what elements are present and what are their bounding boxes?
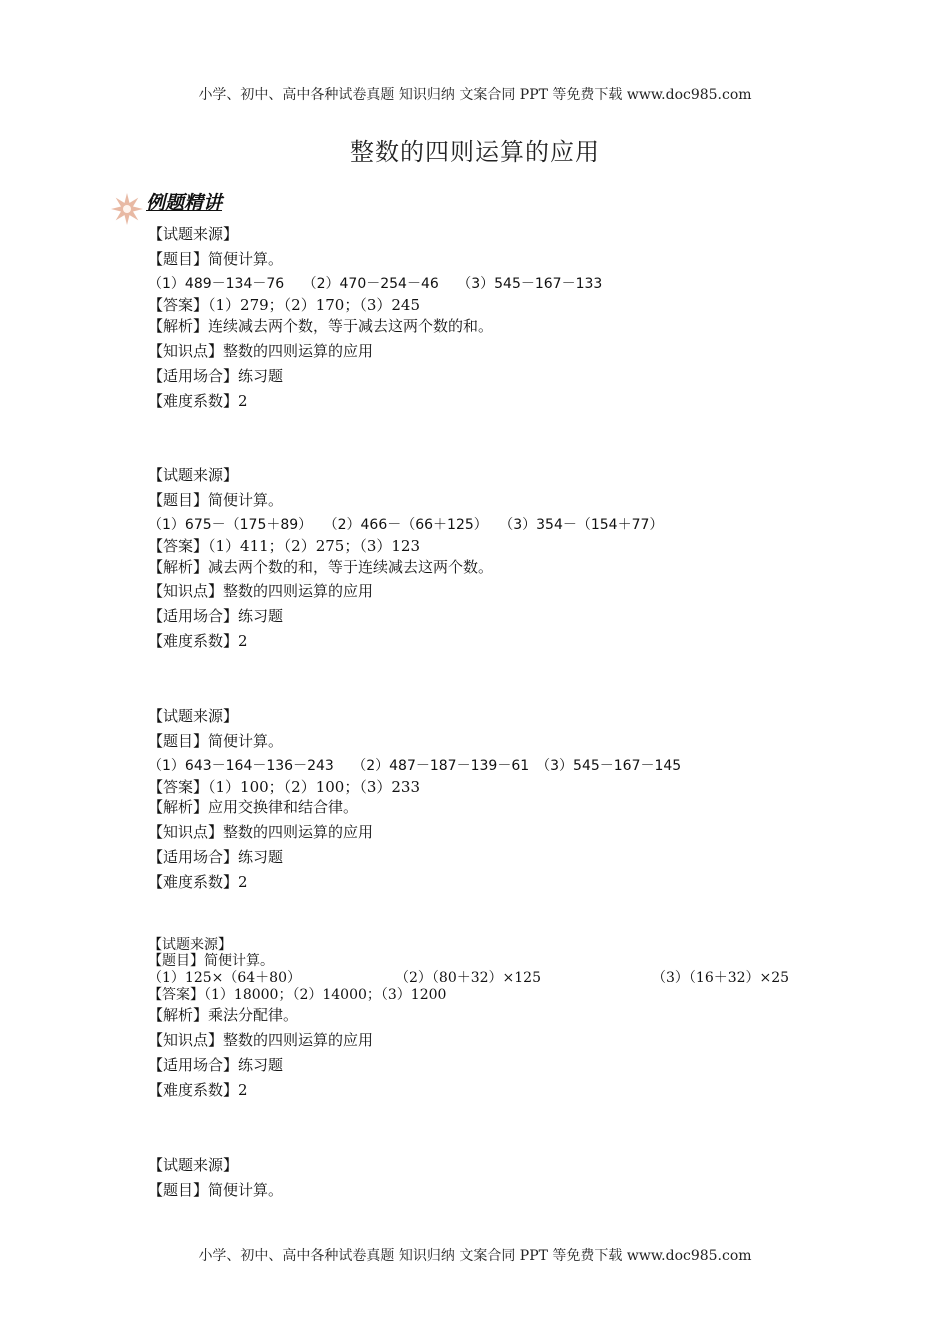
problem-3-scenario: 【适用场合】练习题	[148, 848, 284, 866]
problem-2-items: （1）675－（175＋89） （2）466－（66＋125） （3）354－（154＋77）	[148, 517, 664, 533]
problem-4-analysis: 【解析】乘法分配律。	[148, 1006, 299, 1024]
problem-4-scenario: 【适用场合】练习题	[148, 1056, 284, 1074]
problem-2-question: 【题目】简便计算。	[148, 491, 284, 509]
page-title: 整数的四则运算的应用	[350, 138, 600, 166]
section-title: 例题精讲	[146, 192, 223, 214]
problem-1-question: 【题目】简便计算。	[148, 250, 284, 268]
flower-icon	[110, 192, 144, 226]
problem-3-analysis: 【解析】应用交换律和结合律。	[148, 798, 359, 816]
problem-1-difficulty: 【难度系数】2	[148, 392, 248, 410]
problem-2-analysis: 【解析】减去两个数的和，等于连续减去这两个数。	[148, 558, 494, 576]
problem-3-answer: 【答案】（1）100；（2）100；（3）233	[148, 778, 421, 796]
problem-1-items: （1）489－134－76 （2）470－254－46 （3）545－167－133	[148, 276, 603, 292]
problem-1-scenario: 【适用场合】练习题	[148, 367, 284, 385]
problem-1-knowledge: 【知识点】整数的四则运算的应用	[148, 342, 374, 360]
problem-4-source: 【试题来源】	[148, 937, 232, 953]
problem-1-analysis: 【解析】连续减去两个数，等于减去这两个数的和。	[148, 317, 494, 335]
problem-3-items: （1）643－164－136－243 （2）487－187－139－61 （3）545－167－145	[148, 758, 682, 774]
problem-2-knowledge: 【知识点】整数的四则运算的应用	[148, 582, 374, 600]
problem-1-source: 【试题来源】	[148, 225, 239, 243]
problem-4-item-3: （3）（16＋32）×25	[652, 970, 790, 986]
problem-4-answer: 【答案】（1）18000；（2）14000；（3）1200	[148, 987, 447, 1003]
page-header: 小学、初中、高中各种试卷真题 知识归纳 文案合同 PPT 等免费下载 www.doc985.com	[198, 87, 752, 103]
problem-4-item-2: （2）（80＋32）×125	[395, 970, 541, 986]
problem-3-question: 【题目】简便计算。	[148, 732, 284, 750]
problem-2-difficulty: 【难度系数】2	[148, 632, 248, 650]
problem-2-source: 【试题来源】	[148, 466, 239, 484]
problem-2-scenario: 【适用场合】练习题	[148, 607, 284, 625]
problem-3-source: 【试题来源】	[148, 707, 239, 725]
problem-3-difficulty: 【难度系数】2	[148, 873, 248, 891]
page-footer: 小学、初中、高中各种试卷真题 知识归纳 文案合同 PPT 等免费下载 www.doc985.com	[198, 1248, 752, 1264]
problem-4-difficulty: 【难度系数】2	[148, 1081, 248, 1099]
problem-4-item-1: （1）125×（64＋80）	[148, 970, 301, 986]
problem-1-answer: 【答案】（1）279；（2）170；（3）245	[148, 296, 421, 314]
problem-5-source: 【试题来源】	[148, 1156, 239, 1174]
problem-2-answer: 【答案】（1）411；（2）275；（3）123	[148, 537, 421, 555]
problem-3-knowledge: 【知识点】整数的四则运算的应用	[148, 823, 374, 841]
problem-4-knowledge: 【知识点】整数的四则运算的应用	[148, 1031, 374, 1049]
problem-4-question: 【题目】简便计算。	[148, 953, 274, 969]
problem-5-question: 【题目】简便计算。	[148, 1181, 284, 1199]
